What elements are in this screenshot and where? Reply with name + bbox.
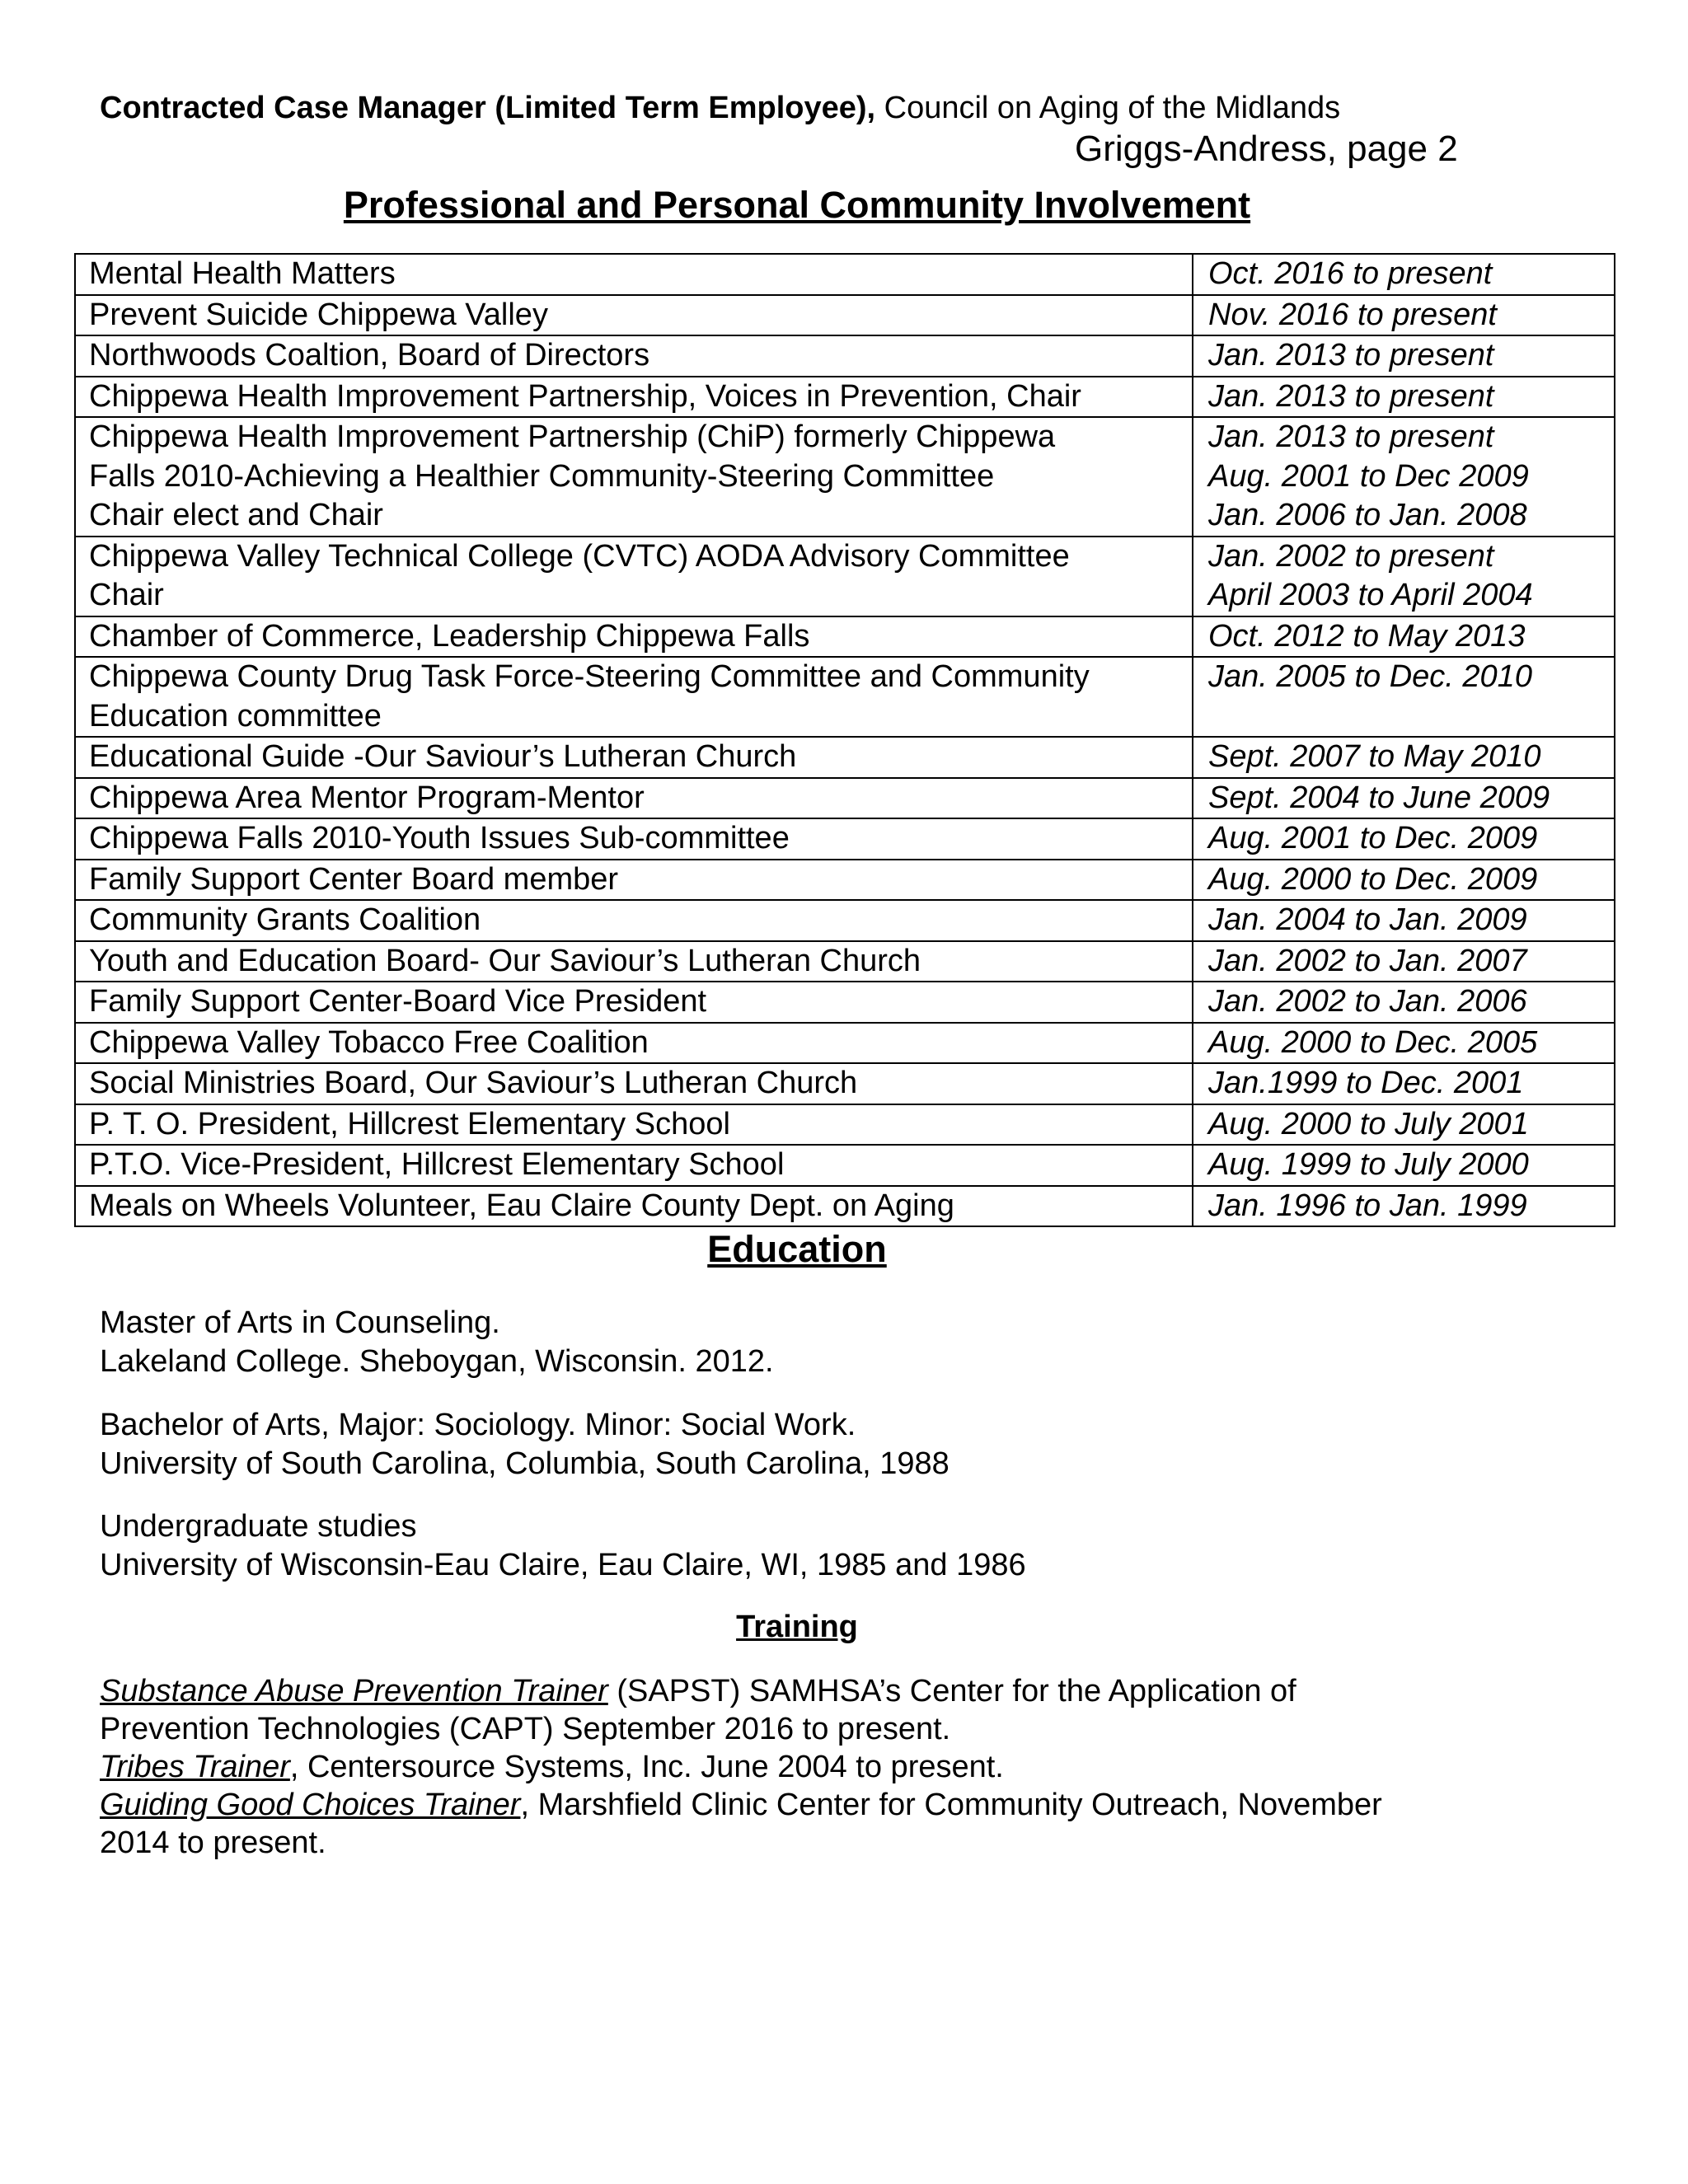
involvement-dates bbox=[1193, 1145, 1615, 1186]
date-range: Jan. 2006 to Jan. 2008 bbox=[1208, 498, 1527, 532]
school-line: Lakeland College. Sheboygan, Wisconsin. 2012. bbox=[100, 1344, 774, 1379]
involvement-description bbox=[75, 377, 1193, 418]
training-heading: Training bbox=[736, 1610, 858, 1644]
involvement-dates bbox=[1193, 860, 1615, 901]
involvement-row bbox=[75, 254, 1615, 295]
education-entry bbox=[100, 1304, 774, 1381]
description-line: Falls 2010-Achieving a Healthier Community-Steering Committee bbox=[89, 458, 995, 494]
position-header bbox=[100, 89, 1340, 127]
description-line: Educational Guide -Our Saviour’s Lutheran Church bbox=[89, 739, 797, 774]
description-line: Meals on Wheels Volunteer, Eau Claire County Dept. on Aging bbox=[89, 1188, 954, 1223]
involvement-description bbox=[75, 818, 1193, 860]
description-line: Chippewa Health Improvement Partnership (ChiP) formerly Chippewa bbox=[89, 419, 1056, 454]
involvement-description bbox=[75, 417, 1193, 537]
description-line: Social Ministries Board, Our Saviour’s Lutheran Church bbox=[89, 1066, 858, 1100]
involvement-description bbox=[75, 982, 1193, 1023]
date-range: Aug. 2000 to July 2001 bbox=[1208, 1106, 1529, 1141]
description-line: Chippewa Area Mentor Program-Mentor bbox=[89, 780, 645, 815]
involvement-row bbox=[75, 295, 1615, 336]
description-line: Prevent Suicide Chippewa Valley bbox=[89, 297, 548, 332]
involvement-row bbox=[75, 1063, 1615, 1104]
involvement-table bbox=[74, 253, 1615, 1227]
date-range: April 2003 to April 2004 bbox=[1208, 578, 1533, 612]
involvement-description bbox=[75, 1063, 1193, 1104]
date-range: Aug. 2001 to Dec. 2009 bbox=[1208, 821, 1538, 855]
description-line: Chamber of Commerce, Leadership Chippewa Falls bbox=[89, 618, 810, 654]
involvement-dates bbox=[1193, 417, 1615, 537]
involvement-row bbox=[75, 778, 1615, 819]
description-line: Chippewa Valley Tobacco Free Coalition bbox=[89, 1024, 649, 1060]
involvement-dates bbox=[1193, 657, 1615, 737]
involvement-dates bbox=[1193, 295, 1615, 336]
involvement-row bbox=[75, 657, 1615, 737]
involvement-dates bbox=[1193, 778, 1615, 819]
training-item-continued: 2014 to present. bbox=[100, 1825, 326, 1860]
description-line: Chippewa County Drug Task Force-Steering Committee and Community bbox=[89, 659, 1090, 694]
involvement-dates bbox=[1193, 1023, 1615, 1064]
involvement-row bbox=[75, 982, 1615, 1023]
education-heading: Education bbox=[707, 1228, 887, 1270]
degree-line: Master of Arts in Counseling. bbox=[100, 1305, 500, 1340]
description-line: Chair bbox=[89, 578, 164, 612]
involvement-description bbox=[75, 778, 1193, 819]
description-line: Chair elect and Chair bbox=[89, 498, 383, 532]
description-line: Chippewa Health Improvement Partnership, Voices in Prevention, Chair bbox=[89, 378, 1081, 414]
date-range: Sept. 2007 to May 2010 bbox=[1208, 739, 1541, 774]
description-line: Chippewa Valley Technical College (CVTC) AODA Advisory Committee bbox=[89, 538, 1070, 574]
involvement-row bbox=[75, 941, 1615, 982]
training-title: Substance Abuse Prevention Trainer bbox=[100, 1674, 608, 1708]
date-range: Aug. 2001 to Dec 2009 bbox=[1208, 458, 1529, 494]
involvement-description bbox=[75, 1145, 1193, 1186]
employer-name: Council on Aging of the Midlands bbox=[875, 91, 1341, 125]
description-line: Family Support Center Board member bbox=[89, 861, 619, 897]
date-range: Jan.1999 to Dec. 2001 bbox=[1208, 1066, 1524, 1100]
training-title: Guiding Good Choices Trainer bbox=[100, 1788, 521, 1822]
description-line: Youth and Education Board- Our Saviour’s Lutheran Church bbox=[89, 943, 921, 978]
date-range: Jan. 2005 to Dec. 2010 bbox=[1208, 659, 1532, 694]
involvement-description bbox=[75, 295, 1193, 336]
date-range: Jan. 2002 to Jan. 2006 bbox=[1208, 984, 1527, 1019]
involvement-description bbox=[75, 737, 1193, 778]
involvement-description bbox=[75, 616, 1193, 658]
involvement-dates bbox=[1193, 941, 1615, 982]
involvement-row bbox=[75, 737, 1615, 778]
date-range: Oct. 2016 to present bbox=[1208, 256, 1493, 291]
involvement-dates bbox=[1193, 377, 1615, 418]
date-range: Nov. 2016 to present bbox=[1208, 297, 1497, 332]
involvement-dates bbox=[1193, 254, 1615, 295]
involvement-description bbox=[75, 1104, 1193, 1146]
involvement-row bbox=[75, 335, 1615, 377]
date-range: Jan. 1996 to Jan. 1999 bbox=[1208, 1188, 1527, 1223]
date-range: Aug. 1999 to July 2000 bbox=[1208, 1147, 1529, 1182]
date-range: Oct. 2012 to May 2013 bbox=[1208, 618, 1526, 654]
training-item bbox=[100, 1786, 1583, 1824]
date-range: Jan. 2002 to present bbox=[1208, 538, 1494, 574]
involvement-dates bbox=[1193, 1104, 1615, 1146]
date-range: Jan. 2013 to present bbox=[1208, 419, 1494, 454]
description-line: Chippewa Falls 2010-Youth Issues Sub-committee bbox=[89, 821, 790, 855]
training-detail: , Centersource Systems, Inc. June 2004 to present. bbox=[289, 1750, 1004, 1784]
involvement-row bbox=[75, 1186, 1615, 1227]
description-line: P. T. O. President, Hillcrest Elementary School bbox=[89, 1106, 730, 1141]
training-list bbox=[100, 1672, 1583, 1862]
date-range: Jan. 2004 to Jan. 2009 bbox=[1208, 902, 1527, 937]
involvement-description bbox=[75, 860, 1193, 901]
training-detail: (SAPST) SAMHSA’s Center for the Application of bbox=[607, 1674, 1296, 1708]
involvement-row bbox=[75, 417, 1615, 537]
involvement-dates bbox=[1193, 737, 1615, 778]
description-line: Education committee bbox=[89, 698, 382, 733]
involvement-dates bbox=[1193, 616, 1615, 658]
training-title: Tribes Trainer bbox=[100, 1750, 290, 1784]
training-item-continued: Prevention Technologies (CAPT) September 2016 to present. bbox=[100, 1712, 951, 1746]
involvement-description bbox=[75, 657, 1193, 737]
involvement-row bbox=[75, 1104, 1615, 1146]
involvement-description bbox=[75, 254, 1193, 295]
involvement-table-body bbox=[75, 254, 1615, 1226]
education-entry bbox=[100, 1406, 950, 1483]
date-range: Jan. 2013 to present bbox=[1208, 338, 1494, 373]
involvement-description bbox=[75, 335, 1193, 377]
involvement-row bbox=[75, 1145, 1615, 1186]
involvement-dates bbox=[1193, 335, 1615, 377]
involvement-row bbox=[75, 537, 1615, 616]
involvement-row bbox=[75, 377, 1615, 418]
training-detail: , Marshfield Clinic Center for Community Outreach, November bbox=[520, 1788, 1382, 1822]
degree-line: Bachelor of Arts, Major: Sociology. Minor: Social Work. bbox=[100, 1408, 856, 1442]
date-range: Jan. 2002 to Jan. 2007 bbox=[1208, 943, 1527, 978]
description-line: Mental Health Matters bbox=[89, 256, 396, 291]
involvement-dates bbox=[1193, 982, 1615, 1023]
involvement-description bbox=[75, 1023, 1193, 1064]
involvement-description bbox=[75, 900, 1193, 941]
school-line: University of South Carolina, Columbia, South Carolina, 1988 bbox=[100, 1446, 950, 1481]
position-title: Contracted Case Manager (Limited Term Employee), bbox=[100, 91, 876, 125]
training-item bbox=[100, 1748, 1583, 1786]
involvement-description bbox=[75, 941, 1193, 982]
involvement-description bbox=[75, 1186, 1193, 1227]
involvement-row bbox=[75, 860, 1615, 901]
description-line: Family Support Center-Board Vice President bbox=[89, 984, 707, 1019]
description-line: Northwoods Coaltion, Board of Directors bbox=[89, 338, 650, 373]
involvement-dates bbox=[1193, 818, 1615, 860]
involvement-dates bbox=[1193, 537, 1615, 616]
involvement-row bbox=[75, 1023, 1615, 1064]
involvement-dates bbox=[1193, 1063, 1615, 1104]
education-entry bbox=[100, 1507, 1026, 1585]
date-range: Aug. 2000 to Dec. 2009 bbox=[1208, 861, 1538, 897]
involvement-dates bbox=[1193, 900, 1615, 941]
date-range: Aug. 2000 to Dec. 2005 bbox=[1208, 1024, 1538, 1060]
involvement-dates bbox=[1193, 1186, 1615, 1227]
degree-line: Undergraduate studies bbox=[100, 1509, 417, 1544]
involvement-row bbox=[75, 616, 1615, 658]
date-range: Jan. 2013 to present bbox=[1208, 378, 1494, 414]
involvement-row bbox=[75, 900, 1615, 941]
involvement-row bbox=[75, 818, 1615, 860]
school-line: University of Wisconsin-Eau Claire, Eau Claire, WI, 1985 and 1986 bbox=[100, 1548, 1026, 1582]
description-line: Community Grants Coalition bbox=[89, 902, 481, 937]
involvement-description bbox=[75, 537, 1193, 616]
description-line: P.T.O. Vice-President, Hillcrest Elementary School bbox=[89, 1147, 785, 1182]
involvement-heading: Professional and Personal Community Involvement bbox=[343, 184, 1251, 226]
page-label: Griggs-Andress, page 2 bbox=[1075, 129, 1458, 169]
date-range: Sept. 2004 to June 2009 bbox=[1208, 780, 1550, 815]
training-item bbox=[100, 1672, 1583, 1710]
